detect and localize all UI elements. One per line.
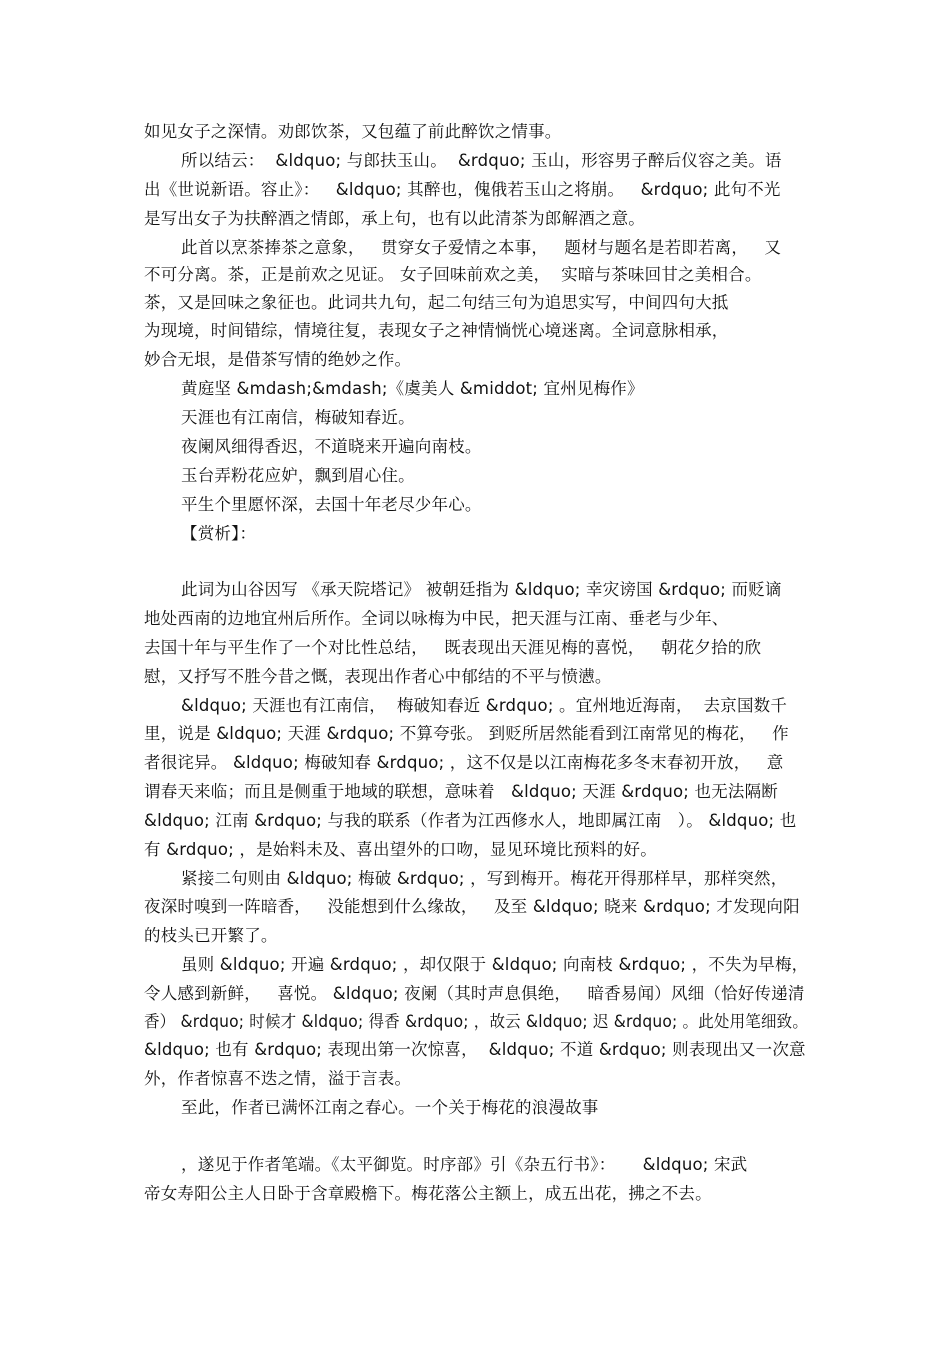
text-line: &ldquo; 天涯也有江南信， 梅破知春近 &rdquo; 。宜州地近海南， 去京国数千: [181, 696, 788, 715]
text-line: 玉台弄粉花应妒，飘到眉心住。: [181, 466, 415, 485]
text-line: 虽则 &ldquo; 开遍 &rdquo; ，却仅限于 &ldquo; 向南枝 &rdquo; ，不失为早梅，: [181, 955, 809, 974]
text-line: 出《世说新语。容止》： &ldquo; 其醉也，傀俄若玉山之将崩。 &rdquo; 此句不光: [144, 180, 781, 199]
text-line: 平生个里愿怀深，去国十年老尽少年心。: [181, 495, 482, 514]
text-line: 者很诧异。 &ldquo; 梅破知春 &rdquo; ，这不仅是以江南梅花多冬末春初开放， 意: [144, 753, 784, 772]
text-line: 所以结云： &ldquo; 与郎扶玉山。 &rdquo; 玉山，形容男子醉后仪容之美。语: [181, 151, 782, 170]
text-line: 此首以烹茶捧茶之意象， 贯穿女子爱情之本事， 题材与题名是若即若离， 又: [181, 238, 782, 257]
text-line: 为现境，时间错综，情境往复，表现女子之神情惝恍心境迷离。全词意脉相承，: [144, 321, 729, 340]
text-line: 香） &rdquo; 时候才 &ldquo; 得香 &rdquo; ，故云 &ldquo; 迟 &rdquo; 。此处用笔细致。: [144, 1012, 809, 1031]
text-line: 的枝头已开繁了。: [144, 926, 278, 945]
text-line: 夜阑风细得香迟，不道晓来开遍向南枝。: [181, 437, 482, 456]
text-line: 黄庭坚 &mdash;&mdash;《虞美人 &middot; 宜州见梅作》: [181, 379, 644, 398]
text-line: 天涯也有江南信，梅破知春近。: [181, 408, 415, 427]
text-line: 里，说是 &ldquo; 天涯 &rdquo; 不算夸张。 到贬所居然能看到江南常见的梅花， 作: [144, 724, 789, 743]
text-line: 谓春天来临；而且是侧重于地域的联想，意味着 &ldquo; 天涯 &rdquo; 也无法隔断: [144, 782, 778, 801]
text-line: 此词为山谷因写 《承天院塔记》 被朝廷指为 &ldquo; 幸灾谤国 &rdquo; 而贬谪: [181, 580, 782, 599]
text-line: 地处西南的边地宜州后所作。全词以咏梅为中民，把天涯与江南、垂老与少年、: [144, 609, 729, 628]
text-line: 慰，又抒写不胜今昔之慨，表现出作者心中郁结的不平与愤懑。: [144, 667, 612, 686]
text-line: 外，作者惊喜不迭之情，溢于言表。: [144, 1069, 412, 1088]
text-line: &ldquo; 也有 &rdquo; 表现出第一次惊喜， &ldquo; 不道 &rdquo; 则表现出又一次意: [144, 1040, 806, 1059]
text-line: 至此，作者已满怀江南之春心。一个关于梅花的浪漫故事: [181, 1098, 599, 1117]
text-line: 是写出女子为扶醉酒之情郎，承上句，也有以此清茶为郎解酒之意。: [144, 209, 645, 228]
text-line: &ldquo; 江南 &rdquo; 与我的联系（作者为江西修水人，地即属江南 ）。 &ldquo; 也: [144, 811, 797, 830]
text-line: 有 &rdquo; ，是始料未及、喜出望外的口吻，显见环境比预料的好。: [144, 840, 657, 859]
text-line: 不可分离。茶，正是前欢之见证。 女子回味前欢之美， 实暗与茶味回甘之美相合。: [144, 265, 762, 284]
text-line: 帝女寿阳公主人日卧于含章殿檐下。梅花落公主额上，成五出花，拂之不去。: [144, 1184, 712, 1203]
text-line: 如见女子之深情。劝郎饮茶，又包蕴了前此醉饮之情事。: [144, 122, 562, 141]
text-line: 茶，又是回味之象征也。此词共九句，起二句结三句为追思实写，中间四句大抵: [144, 293, 729, 312]
text-line: 妙合无垠，是借茶写情的绝妙之作。: [144, 350, 412, 369]
text-line: 去国十年与平生作了一个对比性总结， 既表现出天涯见梅的喜悦， 朝花夕拾的欣: [144, 638, 762, 657]
text-line: 紧接二句则由 &ldquo; 梅破 &rdquo; ，写到梅开。梅花开得那样早，那样突然，: [181, 869, 788, 888]
text-line: 夜深时嗅到一阵暗香， 没能想到什么缘故， 及至 &ldquo; 晓来 &rdquo; 才发现向阳: [144, 897, 800, 916]
text-line: 令人感到新鲜， 喜悦。 &ldquo; 夜阑（其时声息俱绝， 暗香易闻）风细（恰好传递清: [144, 984, 805, 1003]
text-line: 【赏析】：: [181, 524, 257, 543]
text-line: ，遂见于作者笔端。《太平御览。时序部》引《杂五行书》： &ldquo; 宋武: [181, 1155, 748, 1174]
